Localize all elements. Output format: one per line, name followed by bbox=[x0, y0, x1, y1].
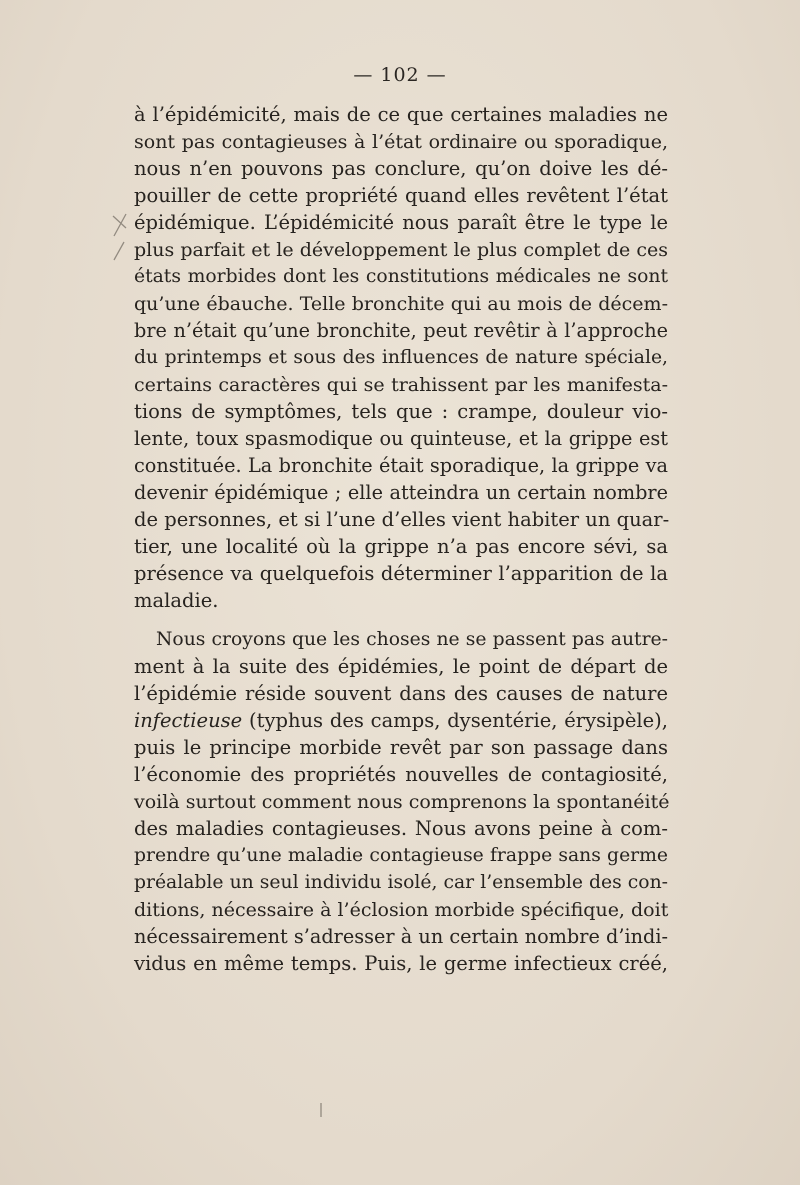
text-line: l’économie des propriétés nouvelles de contagiosité, bbox=[134, 763, 668, 786]
text-line: des maladies contagieuses. Nous avons peine à com- bbox=[134, 817, 668, 840]
text-line: qu’une ébauche. Telle bronchite qui au mois de décem- bbox=[134, 293, 668, 315]
text-after-italic: (typhus des camps, dysentérie, érysipèle), bbox=[242, 709, 668, 732]
text-line: ditions, nécessaire à l’éclosion morbide spécifique, doit bbox=[134, 899, 669, 921]
text-line: du printemps et sous des influences de nature spéciale, bbox=[134, 347, 668, 368]
italic-word: infectieuse bbox=[134, 709, 243, 732]
text-line: devenir épidémique ; elle atteindra un certain nombre bbox=[134, 481, 668, 504]
text-line: épidémique. L’épidémicité nous paraît être le type le bbox=[134, 211, 668, 234]
text-line: de personnes, et si l’une d’elles vient habiter un quar- bbox=[134, 508, 670, 531]
text-line: tier, une localité où la grippe n’a pas encore sévi, sa bbox=[134, 535, 668, 558]
text-line-italic bbox=[134, 708, 668, 734]
text-line: plus parfait et le développement le plus complet de ces bbox=[134, 239, 668, 261]
text-line: pouiller de cette propriété quand elles revêtent l’état bbox=[134, 184, 668, 207]
text-line: sont pas contagieuses à l’état ordinaire ou sporadique, bbox=[134, 131, 668, 153]
text-line: voilà surtout comment nous comprenons la spontanéité bbox=[134, 791, 670, 813]
text-line: états morbides dont les constitutions médicales ne sont bbox=[134, 266, 668, 287]
text-line: à l’épidémicité, mais de ce que certaines maladies ne bbox=[134, 103, 668, 126]
text-line: bre n’était qu’une bronchite, peut revêtir à l’approche bbox=[134, 319, 668, 342]
text-line: lente, toux spasmodique ou quinteuse, et la grippe est bbox=[134, 427, 668, 450]
text-line: maladie. bbox=[134, 589, 219, 612]
text-line: vidus en même temps. Puis, le germe infectieux créé, bbox=[134, 952, 668, 975]
pencil-margin-mark bbox=[110, 210, 130, 270]
text-line: puis le principe morbide revêt par son passage dans bbox=[134, 736, 668, 759]
text-line: nécessairement s’adresser à un certain nombre d’indi- bbox=[134, 925, 668, 948]
text-line: nous n’en pouvons pas conclure, qu’on doive les dé- bbox=[134, 157, 668, 180]
text-line: ment à la suite des épidémies, le point de départ de bbox=[134, 655, 668, 678]
page-number: — 102 — bbox=[353, 64, 447, 86]
text-line: certains caractères qui se trahissent par les manifesta- bbox=[134, 374, 668, 396]
text-line: Nous croyons que les choses ne se passent pas autre- bbox=[156, 629, 668, 650]
text-line: prendre qu’une maladie contagieuse frappe sans germe bbox=[134, 845, 668, 866]
text-line: tions de symptômes, tels que : crampe, douleur vio- bbox=[134, 400, 668, 423]
text-line: présence va quelquefois déterminer l’apparition de la bbox=[134, 562, 668, 585]
faint-mark bbox=[320, 1103, 322, 1117]
text-line: constituée. La bronchite était sporadique, la grippe va bbox=[134, 454, 668, 477]
text-line: préalable un seul individu isolé, car l’ensemble des con- bbox=[134, 872, 668, 893]
text-line: l’épidémie réside souvent dans des causes de nature bbox=[134, 682, 668, 705]
